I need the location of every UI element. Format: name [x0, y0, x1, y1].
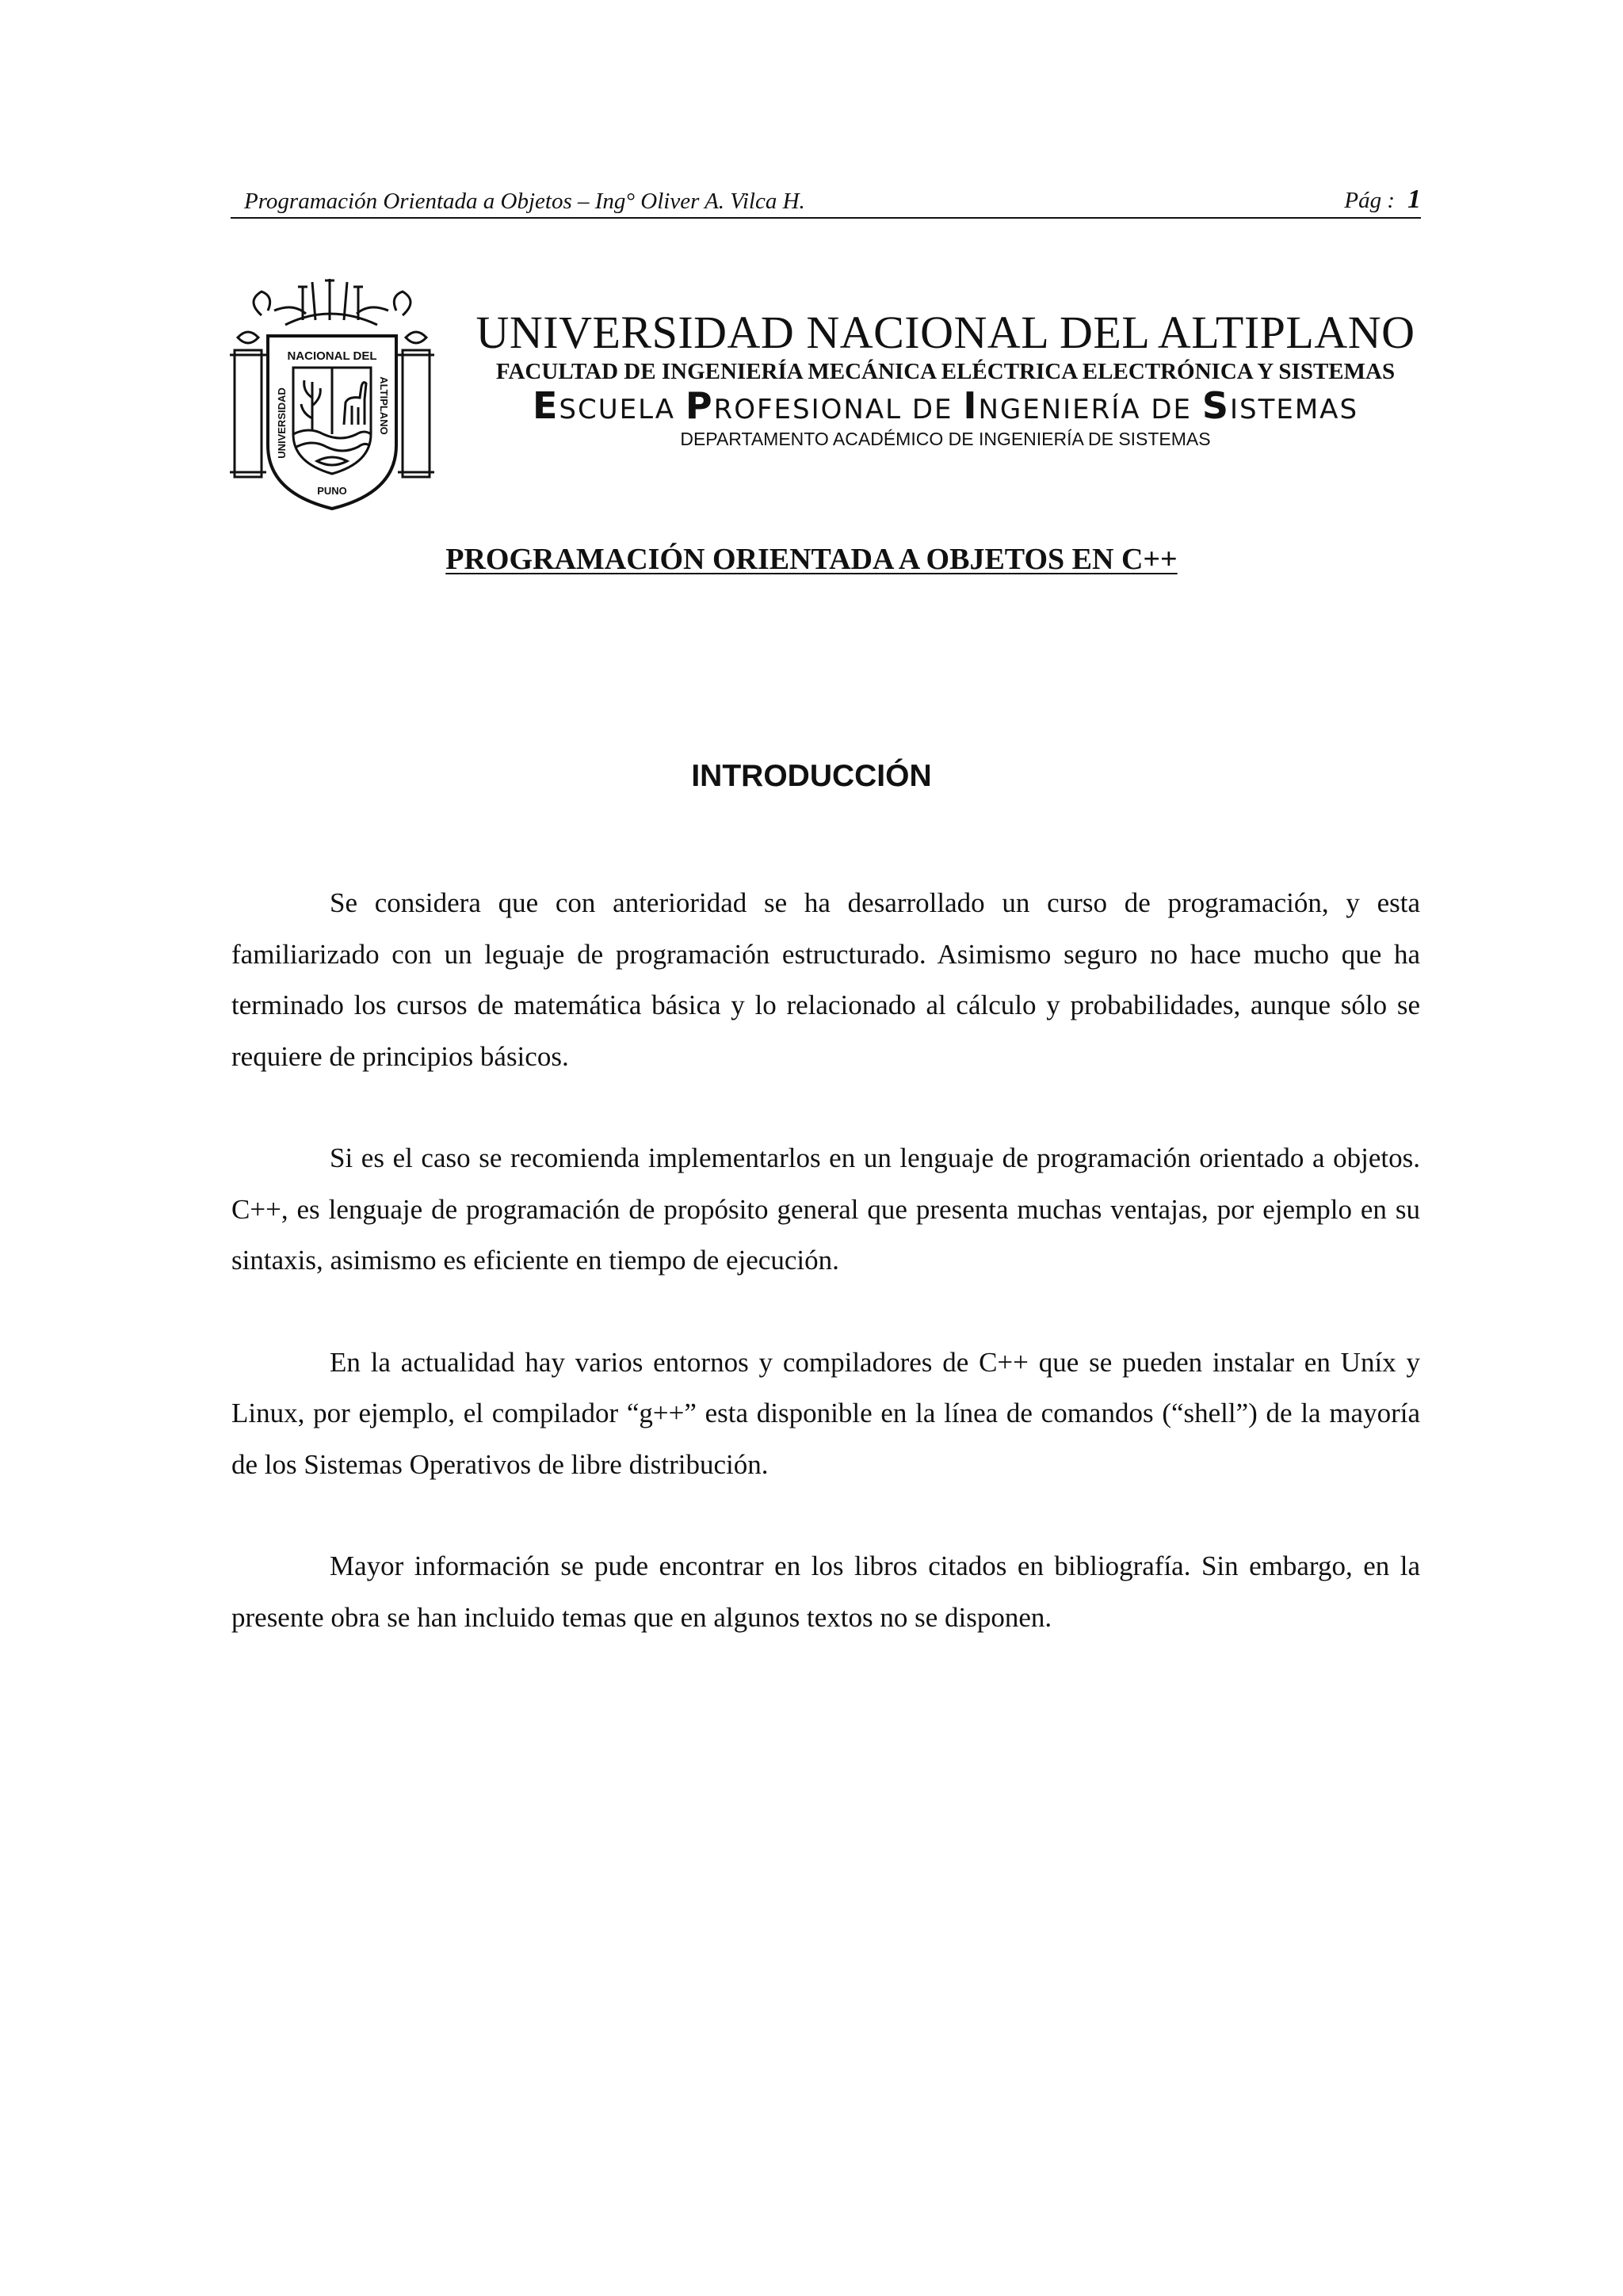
school-word-rest: SCUELA [559, 394, 685, 425]
faculty-name: FACULTAD DE INGENIERÍA MECÁNICA ELÉCTRICA ELECTRÓNICA Y SISTEMAS [495, 359, 1396, 384]
section-title: INTRODUCCIÓN [691, 759, 932, 793]
paragraph: Se considera que con anterioridad se ha desarrollado un curso de programación, y esta familiarizado con un leguaje de programación estructurado. Asimismo seguro no hace mucho que ha terminado los cursos de matemática básica y lo relacionado al cálculo y probabilidades, aunque sólo se requiere de principios básicos. [231, 887, 1420, 1072]
paragraph: Mayor información se pude encontrar en los libros citados en bibliografía. Sin embargo, en la presente obra se han incluido temas que en algunos textos no se disponen. [231, 1550, 1420, 1633]
paragraph: En la actualidad hay varios entornos y compiladores de C++ que se pueden instalar en Uníx y Linux, por ejemplo, el compilador “g++” esta disponible en la línea de comandos (“shell”) de la mayoría de los Sistemas Operativos de libre distribución. [231, 1346, 1420, 1480]
department-name: DEPARTAMENTO ACADÉMICO DE INGENIERÍA DE SISTEMAS [680, 429, 1211, 449]
seal-text-top: NACIONAL DEL [287, 349, 377, 363]
header-title: Programación Orientada a Objetos – Ing° Oliver A. Vilca H. [244, 189, 805, 214]
school-word-initial: I [963, 384, 979, 427]
school-word-initial: E [532, 384, 559, 427]
page-label: Pág : [1344, 188, 1395, 213]
school-word-initial: S [1201, 384, 1230, 427]
seal-text-right: ALTIPLANO [378, 376, 390, 435]
school-word-rest: ROFESIONAL DE [713, 394, 964, 425]
seal-text-left: UNIVERSIDAD [276, 387, 288, 459]
body-text [231, 878, 1420, 1643]
page-indicator [1344, 185, 1421, 215]
school-word-rest: NGENIERÍA DE [978, 394, 1202, 425]
university-seal-icon [230, 279, 434, 513]
school-name [466, 384, 1425, 427]
page-header [231, 184, 1421, 219]
university-name: UNIVERSIDAD NACIONAL DEL ALTIPLANO [475, 307, 1415, 358]
school-word-initial: P [685, 384, 714, 427]
document-title: PROGRAMACIÓN ORIENTADA A OBJETOS EN C++ [445, 543, 1178, 576]
paragraph: Si es el caso se recomienda implementarlos en un lenguaje de programación orientado a objetos. C++, es lenguaje de programación de propósito general que presenta muchas ventajas, por ejemplo en su sintaxis, asimismo es eficiente en tiempo de ejecución. [231, 1142, 1420, 1276]
school-word-rest: ISTEMAS [1229, 394, 1359, 425]
page-number: 1 [1407, 185, 1421, 214]
seal-text-bottom: PUNO [317, 485, 347, 497]
university-heading [466, 309, 1425, 451]
